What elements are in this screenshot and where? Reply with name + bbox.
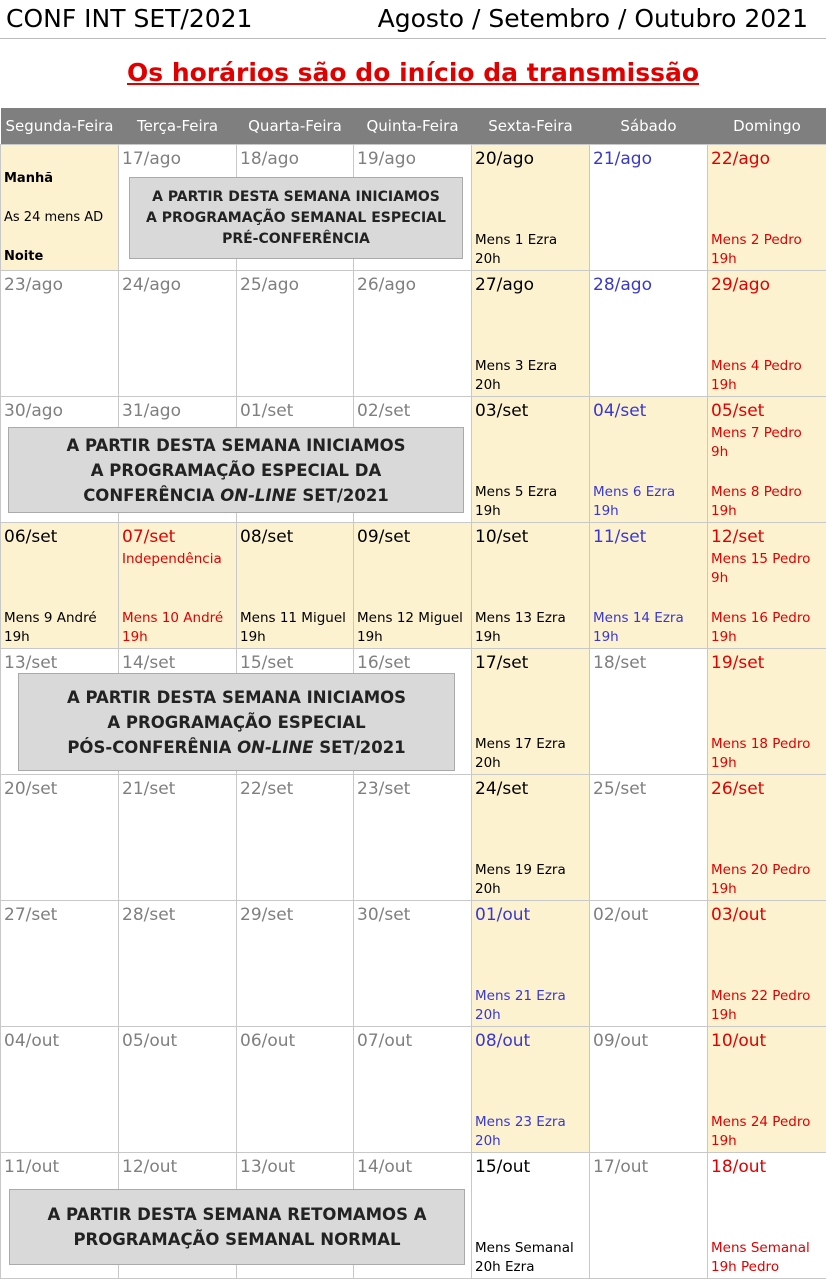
day-cell [237, 775, 354, 901]
col-header-thursday: Quinta-Feira [354, 108, 472, 145]
day-event [475, 609, 566, 647]
week-row [1, 901, 826, 1027]
day-event [475, 987, 566, 1025]
day-event [711, 357, 802, 395]
banner-text: SET/2021 [296, 485, 389, 505]
day-event-line: Mens 5 Ezra [475, 484, 558, 500]
day-cell [472, 775, 590, 901]
day-cell-box [708, 649, 826, 774]
legend-morning: Manhã [4, 171, 53, 186]
day-date: 23/set [357, 779, 411, 799]
day-cell [119, 523, 237, 649]
day-date: 05/set [711, 401, 765, 421]
day-note-line: Independência [122, 551, 222, 567]
col-header-wednesday: Quarta-Feira [237, 108, 354, 145]
day-date: 19/set [711, 653, 765, 673]
day-event-line: Mens 14 Ezra [593, 610, 684, 626]
day-event-line: Mens 24 Pedro [711, 1114, 811, 1130]
day-date: 07/set [122, 527, 176, 547]
day-date: 14/out [357, 1157, 413, 1177]
week-row [1, 775, 826, 901]
day-event-line: 19h [357, 629, 383, 645]
day-cell [354, 271, 472, 397]
day-date: 18/set [593, 653, 647, 673]
day-cell [354, 775, 472, 901]
day-event [475, 861, 566, 899]
day-date: 13/set [4, 653, 58, 673]
day-note-line: Mens 15 Pedro [711, 551, 811, 567]
banner-post-conference [18, 673, 455, 771]
day-event-line: 20h [475, 881, 501, 897]
day-cell [590, 271, 708, 397]
day-event [593, 609, 684, 647]
day-event-line: 20h [475, 755, 501, 771]
day-event [593, 483, 675, 521]
day-date: 15/set [240, 653, 294, 673]
day-cell [472, 523, 590, 649]
day-cell [590, 1153, 708, 1279]
banner-line: A PARTIR DESTA SEMANA INICIAMOS [66, 687, 407, 707]
day-event-line: Mens 8 Pedro [711, 484, 802, 500]
day-event-line: Mens 21 Ezra [475, 988, 566, 1004]
day-note [122, 550, 222, 569]
day-date: 25/set [593, 779, 647, 799]
day-date: 27/set [4, 905, 58, 925]
day-date: 20/ago [475, 149, 534, 169]
day-cell-box [354, 901, 471, 1026]
day-cell [1, 271, 119, 397]
day-event-line: 19h [593, 629, 619, 645]
day-event-line: 19h [475, 503, 501, 519]
day-cell-box [472, 775, 589, 900]
day-date: 06/out [240, 1031, 296, 1051]
day-event-line: Mens 4 Pedro [711, 358, 802, 374]
col-header-friday: Sexta-Feira [472, 108, 590, 145]
day-date: 11/set [593, 527, 647, 547]
day-cell [472, 145, 590, 271]
day-event [475, 1113, 566, 1151]
day-event-line: 19h [711, 251, 737, 267]
day-cell [237, 1027, 354, 1153]
day-event-line: 19h [711, 881, 737, 897]
day-cell [119, 775, 237, 901]
day-cell [590, 397, 708, 523]
day-event-line: Mens Semanal [711, 1240, 810, 1256]
day-date: 15/out [475, 1157, 531, 1177]
day-event-line: 20h [475, 377, 501, 393]
day-cell [708, 1027, 826, 1153]
legend-middle: As 24 mens AD [4, 210, 104, 225]
day-event-line: Mens Semanal [475, 1240, 574, 1256]
day-date: 08/set [240, 527, 294, 547]
day-event-line: 20h Ezra [475, 1259, 535, 1275]
banner-line: A PROGRAMAÇÃO SEMANAL ESPECIAL [146, 209, 446, 226]
day-event-line: 19h [711, 377, 737, 393]
day-cell-box [590, 1027, 707, 1152]
day-date: 24/set [475, 779, 529, 799]
day-date: 17/ago [122, 149, 181, 169]
day-cell [590, 901, 708, 1027]
col-header-saturday: Sábado [590, 108, 708, 145]
day-date: 10/set [475, 527, 529, 547]
banner-line [67, 735, 405, 760]
day-cell-box [708, 523, 826, 648]
day-cell [590, 649, 708, 775]
day-note-line: Mens 7 Pedro [711, 425, 802, 441]
day-date: 19/ago [357, 149, 416, 169]
day-date: 20/set [4, 779, 58, 799]
day-cell-box [708, 775, 826, 900]
day-cell [472, 1027, 590, 1153]
day-event-line: Mens 23 Ezra [475, 1114, 566, 1130]
col-header-tuesday: Terça-Feira [119, 108, 237, 145]
day-cell [1, 901, 119, 1027]
day-note-line: 9h [711, 444, 729, 460]
day-cell-box [472, 649, 589, 774]
day-cell [1, 1027, 119, 1153]
day-date: 03/set [475, 401, 529, 421]
day-cell [708, 649, 826, 775]
day-event [475, 735, 566, 773]
day-event [475, 1239, 574, 1277]
day-event-line: Mens 16 Pedro [711, 610, 811, 626]
day-date: 22/set [240, 779, 294, 799]
day-cell [1, 523, 119, 649]
day-event-line: 19h [593, 503, 619, 519]
day-date: 29/ago [711, 275, 770, 295]
day-event-line: 20h [475, 251, 501, 267]
day-cell [590, 145, 708, 271]
day-cell-box [119, 901, 236, 1026]
banner-line: A PARTIR DESTA SEMANA RETOMAMOS A [47, 1205, 427, 1224]
day-cell-box [1, 523, 118, 648]
day-event [475, 483, 557, 521]
day-event-line: Mens 6 Ezra [593, 484, 676, 500]
day-event [240, 609, 346, 647]
day-event-line: Mens 19 Ezra [475, 862, 566, 878]
day-cell-box [472, 271, 589, 396]
banner-pre-conference [129, 177, 463, 259]
day-event-line: Mens 18 Pedro [711, 736, 811, 752]
day-cell [1, 775, 119, 901]
day-date: 27/ago [475, 275, 534, 295]
day-date: 13/out [240, 1157, 296, 1177]
day-cell [708, 775, 826, 901]
day-cell [472, 271, 590, 397]
day-cell-box [472, 901, 589, 1026]
day-cell-box [1, 1027, 118, 1152]
day-event [711, 483, 802, 521]
day-cell [472, 1153, 590, 1279]
day-date: 18/out [711, 1157, 767, 1177]
day-event [475, 231, 557, 269]
day-note [711, 550, 810, 588]
day-cell-box [237, 901, 353, 1026]
day-cell-box [119, 523, 236, 648]
day-event-line: 19h [711, 503, 737, 519]
day-event-line: 19h [711, 1133, 737, 1149]
day-cell-box [1, 775, 118, 900]
banner-emphasis: ON-LINE [237, 737, 314, 757]
week-row [1, 1027, 826, 1153]
day-date: 16/set [357, 653, 411, 673]
day-event-line: 20h [475, 1007, 501, 1023]
day-event [122, 609, 223, 647]
day-date: 24/ago [122, 275, 181, 295]
day-cell [472, 649, 590, 775]
day-cell-box [472, 145, 589, 270]
day-date: 02/set [357, 401, 411, 421]
day-event-line: Mens 13 Ezra [475, 610, 566, 626]
day-event-line: Mens 20 Pedro [711, 862, 811, 878]
day-event-line: Mens 2 Pedro [711, 232, 802, 248]
day-cell-box [590, 397, 707, 522]
day-date: 09/set [357, 527, 411, 547]
day-cell-box [590, 523, 707, 648]
legend-night: Noite [4, 249, 44, 264]
day-date: 18/ago [240, 149, 299, 169]
day-cell-box [708, 901, 826, 1026]
top-divider [0, 38, 826, 39]
day-cell-box [1, 901, 118, 1026]
day-cell-box [590, 775, 707, 900]
day-cell [590, 1027, 708, 1153]
day-event-line: 19h Pedro [711, 1259, 780, 1275]
day-date: 21/set [122, 779, 176, 799]
day-cell [708, 523, 826, 649]
banner-line: A PARTIR DESTA SEMANA INICIAMOS [152, 188, 440, 205]
day-date: 17/out [593, 1157, 649, 1177]
day-event [711, 231, 802, 269]
day-cell-box [237, 1027, 353, 1152]
day-date: 01/set [240, 401, 294, 421]
day-event [711, 1239, 810, 1277]
day-cell-box [590, 1153, 707, 1278]
day-date: 02/out [593, 905, 649, 925]
banner-line: A PROGRAMAÇÃO ESPECIAL [107, 712, 366, 732]
day-cell [354, 901, 472, 1027]
banner-line: PROGRAMAÇÃO SEMANAL NORMAL [73, 1230, 401, 1249]
day-date: 05/out [122, 1031, 178, 1051]
day-event [357, 609, 463, 647]
day-event [475, 357, 557, 395]
weekday-header-row [1, 108, 826, 145]
day-cell-box [590, 271, 707, 396]
day-cell-box [354, 775, 471, 900]
day-date: 28/set [122, 905, 176, 925]
day-event [711, 1113, 810, 1151]
day-note [711, 424, 802, 462]
day-date: 01/out [475, 905, 531, 925]
day-cell-box [237, 523, 353, 648]
day-date: 17/set [475, 653, 529, 673]
day-cell-box [708, 1027, 826, 1152]
day-cell [472, 901, 590, 1027]
day-cell [708, 145, 826, 271]
day-event-line: 19h [711, 629, 737, 645]
day-cell [708, 901, 826, 1027]
day-cell [237, 901, 354, 1027]
day-date: 22/ago [711, 149, 770, 169]
day-cell-box [237, 775, 353, 900]
day-cell-box [237, 271, 353, 396]
banner-text: CONFERÊNCIA [83, 485, 221, 505]
day-cell-box [472, 1153, 589, 1278]
day-cell [590, 523, 708, 649]
day-cell [590, 775, 708, 901]
day-date: 23/ago [4, 275, 63, 295]
day-event-line: 19h [711, 755, 737, 771]
day-date: 26/ago [357, 275, 416, 295]
day-date: 11/out [4, 1157, 60, 1177]
day-cell-box [472, 397, 589, 522]
day-event-line: 19h [240, 629, 266, 645]
banner-conference [8, 427, 464, 513]
day-date: 04/out [4, 1031, 60, 1051]
day-date: 10/out [711, 1031, 767, 1051]
title-left: CONF INT SET/2021 [6, 4, 253, 33]
day-date: 30/set [357, 905, 411, 925]
day-event-line: Mens 1 Ezra [475, 232, 558, 248]
day-cell-box [354, 271, 471, 396]
day-cell [119, 901, 237, 1027]
banner-line: PRÉ-CONFERÊNCIA [222, 230, 370, 247]
day-event-line: 19h [122, 629, 148, 645]
banner-line: A PROGRAMAÇÃO ESPECIAL DA [90, 460, 382, 480]
day-event-line: 20h [475, 1133, 501, 1149]
day-cell [237, 523, 354, 649]
day-cell-box [708, 271, 826, 396]
day-event-line: 19h [711, 1007, 737, 1023]
day-cell [119, 271, 237, 397]
week-row [1, 271, 826, 397]
day-cell-box [119, 775, 236, 900]
day-date: 06/set [4, 527, 58, 547]
day-cell-box [119, 1027, 236, 1152]
day-date: 08/out [475, 1031, 531, 1051]
day-cell [472, 397, 590, 523]
day-event-line: Mens 3 Ezra [475, 358, 558, 374]
day-date: 21/ago [593, 149, 652, 169]
day-cell [708, 271, 826, 397]
day-cell-box [708, 1153, 826, 1278]
banner-text: SET/2021 [313, 737, 406, 757]
day-cell-box [119, 271, 236, 396]
day-event [4, 609, 97, 647]
day-date: 25/ago [240, 275, 299, 295]
day-date: 07/out [357, 1031, 413, 1051]
day-date: 12/out [122, 1157, 178, 1177]
banner-normal-schedule [9, 1189, 465, 1265]
day-date: 09/out [593, 1031, 649, 1051]
day-event-line: Mens 12 Miguel [357, 610, 463, 626]
day-event-line: Mens 17 Ezra [475, 736, 566, 752]
day-cell-box [1, 271, 118, 396]
day-event-line: Mens 11 Miguel [240, 610, 346, 626]
day-event [711, 609, 810, 647]
day-date: 30/ago [4, 401, 63, 421]
day-event-line: 19h [4, 629, 30, 645]
day-note-line: 9h [711, 570, 729, 586]
page-subtitle: Os horários são do início da transmissão [127, 58, 699, 87]
day-date: 12/set [711, 527, 765, 547]
day-date: 26/set [711, 779, 765, 799]
day-event [711, 861, 810, 899]
day-cell-box [708, 145, 826, 270]
day-cell-box [354, 523, 471, 648]
day-date: 14/set [122, 653, 176, 673]
day-cell [119, 1027, 237, 1153]
banner-emphasis: ON-LINE [220, 485, 297, 505]
day-date: 31/ago [122, 401, 181, 421]
day-cell-box [472, 523, 589, 648]
banner-text: PÓS-CONFERÊNIA [67, 737, 238, 757]
day-cell [354, 523, 472, 649]
week-row [1, 523, 826, 649]
day-event [711, 987, 810, 1025]
day-cell-box [590, 145, 707, 270]
col-header-monday: Segunda-Feira [1, 108, 119, 145]
day-cell [708, 397, 826, 523]
day-cell-box [590, 901, 707, 1026]
day-date: 04/set [593, 401, 647, 421]
day-cell-box [472, 1027, 589, 1152]
day-date: 28/ago [593, 275, 652, 295]
title-right: Agosto / Setembro / Outubro 2021 [377, 4, 808, 33]
day-cell-box [590, 649, 707, 774]
col-header-sunday: Domingo [708, 108, 826, 145]
banner-line [83, 483, 389, 508]
day-cell-box [708, 397, 826, 522]
banner-line: A PARTIR DESTA SEMANA INICIAMOS [66, 435, 406, 455]
day-event-line: 19h [475, 629, 501, 645]
day-date: 29/set [240, 905, 294, 925]
day-event-line: Mens 9 André [4, 610, 97, 626]
day-event-line: Mens 22 Pedro [711, 988, 811, 1004]
day-cell [354, 1027, 472, 1153]
day-event [711, 735, 810, 773]
day-cell [708, 1153, 826, 1279]
day-date: 03/out [711, 905, 767, 925]
day-cell-box [354, 1027, 471, 1152]
day-event-line: Mens 10 André [122, 610, 224, 626]
day-cell [237, 271, 354, 397]
